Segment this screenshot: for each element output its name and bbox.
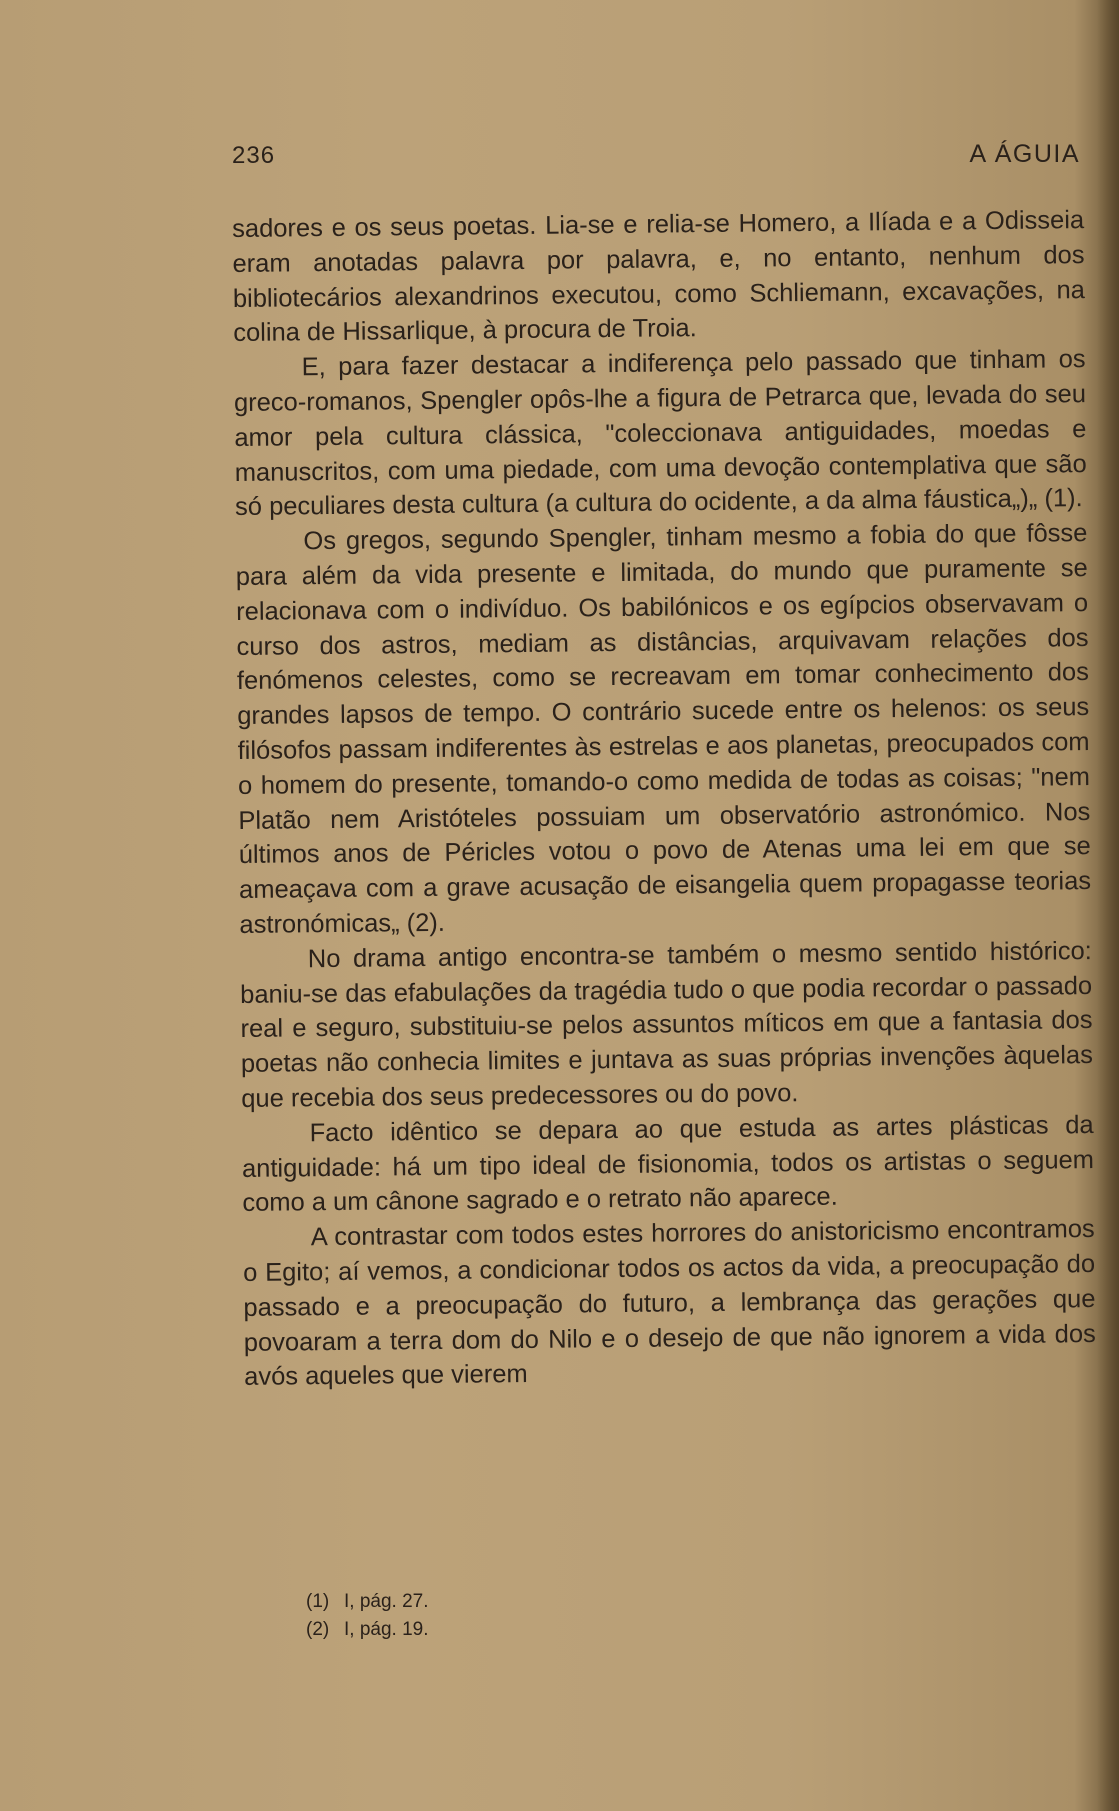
footnote-marker: (1): [306, 1591, 330, 1612]
paragraph: Os gregos, segundo Spengler, tinham mesmo a fobia do que fôsse para além da vida presente e limitada, do mundo que puramente se relacionava com o indivíduo. Os babilónicos e os egípcios observavam o curso dos astros, mediam as distâncias, arquivavam relações dos fenómenos celestes, como se recreavam em tomar conhecimento dos grandes lapsos de tempo. O contrário sucede entre os helenos: os seus filósofos passam indiferentes às estrelas e aos planetas, preocupados com o homem do presente, tomando-o como medida de todas as coisas; "nem Platão nem Aristóteles possuiam um observatório astronómico. Nos últimos anos de Péricles votou o povo de Atenas uma lei em que se ameaçava com a grave acusação de eisangelia quem propagasse teorias astronómicas„ (2).: [235, 519, 1092, 939]
page-header: [232, 138, 1080, 178]
running-head: A ÁGUIA: [969, 140, 1080, 168]
spine-shadow: [1097, 0, 1119, 1811]
footnote: [306, 1588, 429, 1616]
footnote-marker: (2): [306, 1619, 330, 1640]
paragraph: sadores e os seus poetas. Lia-se e relia-se Homero, a Ilíada e a Odisseia eram anotadas palavra por palavra, e, no entanto, nenhum dos bibliotecários alexandrinos executou, como Schliemann, excavações, na colina de Hissarlique, à procura de Troia.: [232, 206, 1086, 348]
footnotes: [306, 1588, 429, 1644]
footnote-text: I, pág. 27.: [344, 1591, 429, 1612]
paragraph: A contrastar com todos estes horrores do anistoricismo encontramos o Egito; aí vemos, a condicionar todos os actos da vida, a preocupação do passado e a preocupação do futuro, a lembrança das gerações que povoaram a terra dom do Nilo e o desejo de que não ignorem a vida dos avós aqueles que vierem: [242, 1215, 1096, 1392]
paragraph: Facto idêntico se depara ao que estuda as artes plásticas da antiguidade: há um tipo ideal de fisionomia, todos os artistas o seguem como a um cânone sagrado e o retrato não aparece.: [241, 1110, 1095, 1218]
footnote: [306, 1616, 429, 1644]
body-text: [232, 203, 1096, 1395]
paragraph: No drama antigo encontra-se também o mesmo sentido histórico: baniu-se das efabulações da tragédia tudo o que podia recordar o passado real e seguro, substituiu-se pelos assuntos míticos em que a fantasia dos poetas não conhecia limites e juntava as suas próprias invenções àquelas que recebia dos seus predecessores ou do povo.: [240, 936, 1094, 1113]
paragraph: E, para fazer destacar a indiferença pelo passado que tinham os greco-romanos, Spengler opôs-lhe a figura de Petrarca que, levada do seu amor pela cultura clássica, "coleccionava antiguidades, moedas e manuscritos, com uma piedade, com uma devoção contemplativa que são só peculiares desta cultura (a cultura do ocidente, a da alma fáustica„)„ (1).: [233, 345, 1087, 522]
footnote-text: I, pág. 19.: [344, 1619, 429, 1640]
page-number: 236: [232, 142, 276, 169]
